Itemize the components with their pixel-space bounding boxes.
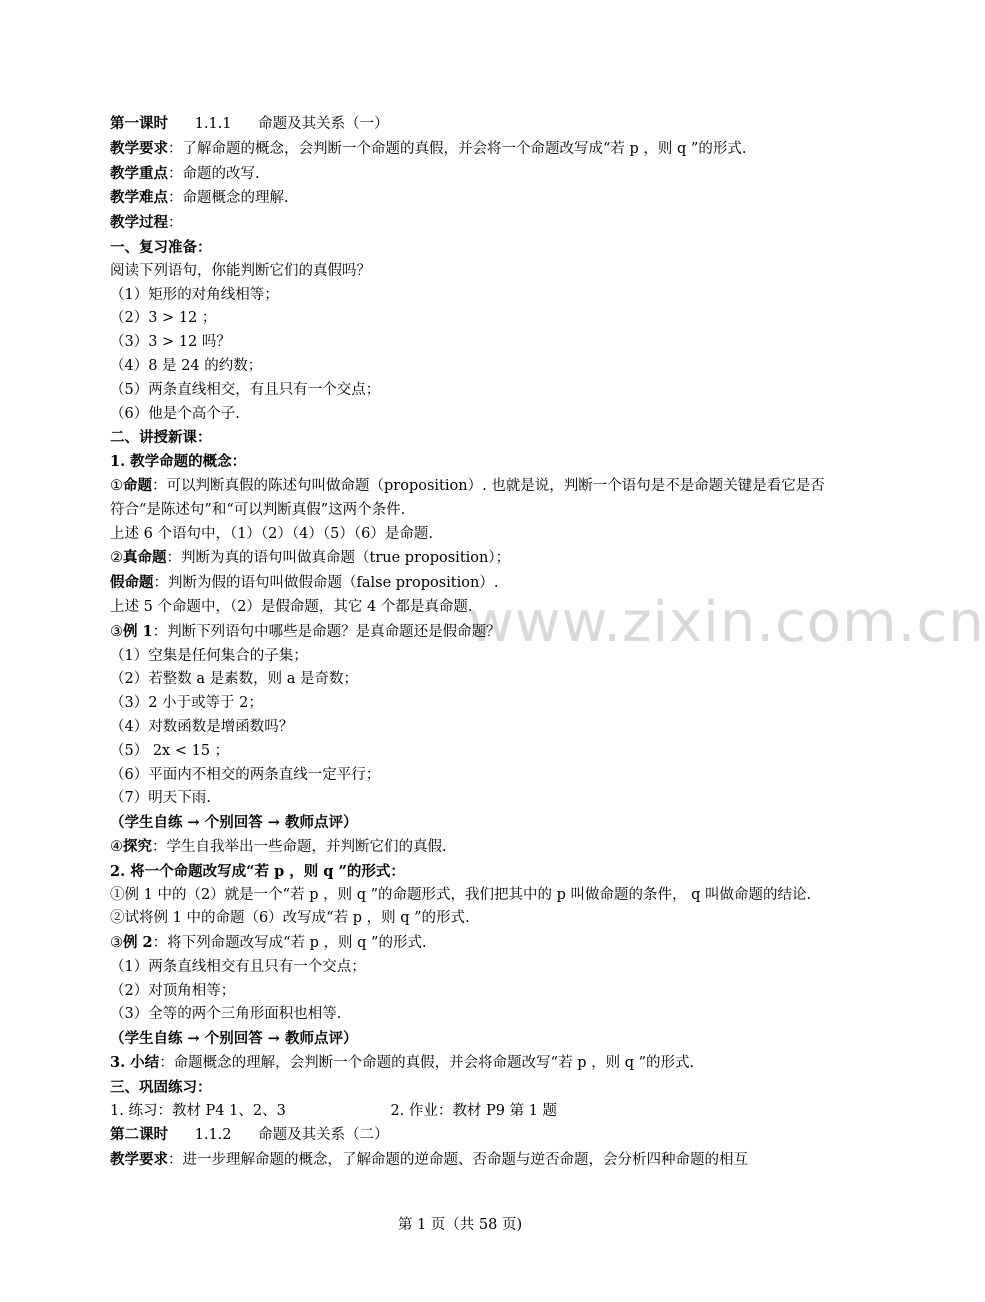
example2-item: （3）全等的两个三角形面积也相等. — [110, 1006, 342, 1023]
section1-intro: 阅读下列语句，你能判断它们的真假吗？ — [110, 262, 371, 279]
conversion-paragraph-1: ①例 1 中的（2）就是一个“若 p ，则 q ”的命题形式，我们把其中的 p 叫做命题的条件， q 叫做命题的结论. — [110, 886, 812, 903]
review-item: （6）他是个高个子. — [110, 405, 240, 422]
true-proposition-definition: ②真命题：判断为真的语句叫做真命题（true proposition）； — [110, 549, 511, 567]
review-item: （3）3 > 12 吗？ — [110, 334, 231, 351]
homework-text: 2. 作业：教材 P9 第 1 题 — [390, 1102, 558, 1119]
example1-item: （5） 2x < 15 ； — [110, 742, 230, 759]
lesson1-number: 1.1.1 — [194, 116, 232, 132]
example1-item: （3）2 小于或等于 2； — [110, 695, 263, 712]
flow-note: （学生自练 → 个别回答 → 教师点评） — [110, 1030, 358, 1048]
example2-heading: ③例 2：将下列命题改写成“若 p ，则 q ”的形式. — [110, 934, 427, 952]
lesson2-heading — [110, 1123, 830, 1148]
section2-title: 二、讲授新课： — [110, 429, 212, 447]
practice-line — [110, 1100, 830, 1124]
summary-paragraph: 3. 小结：命题概念的理解，会判断一个命题的真假，并会将命题改写“若 p ，则 q ”的形式. — [110, 1054, 695, 1072]
proposition-definition: ①命题：可以判断真假的陈述句叫做命题（proposition）. 也就是说，判断一个语句是不是命题关键是看它是否符合“是陈述句”和“可以判断真假”这两个条件. — [110, 476, 825, 518]
example1-item: （6）平面内不相交的两条直线一定平行； — [110, 766, 381, 783]
false-proposition-note: 上述 5 个命题中，（2）是假命题，其它 4 个都是真命题. — [110, 598, 473, 615]
flow-note: （学生自练 → 个别回答 → 教师点评） — [110, 814, 358, 832]
review-item: （2）3 > 12 ； — [110, 310, 217, 327]
lesson2-number: 1.1.2 — [194, 1127, 232, 1144]
example1-item: （2）若整数 a 是素数，则 a 是奇数； — [110, 671, 358, 688]
teaching-key-points: 教学重点：命题的改写. — [110, 164, 260, 182]
example2-item: （1）两条直线相交有且只有一个交点； — [110, 958, 366, 975]
example1-item: （7）明天下雨. — [110, 790, 211, 807]
lesson2-requirements: 教学要求：进一步理解命题的概念，了解命题的逆命题、否命题与逆否命题，会分析四种命题的相互 — [110, 1151, 748, 1169]
example2-item: （2）对顶角相等； — [110, 982, 236, 999]
example1-heading: ③例 1：判断下列语句中哪些是命题？是真命题还是假命题？ — [110, 622, 501, 640]
lesson1-label: 第一课时 — [110, 115, 168, 132]
lesson2-label: 第二课时 — [110, 1126, 168, 1144]
page-footer: 第 1 页（共 58 页) — [397, 1217, 523, 1233]
teaching-requirements: 教学要求：了解命题的概念，会判断一个命题的真假，并会将一个命题改写成“若 p ，则 q ”的形式. — [110, 139, 747, 157]
example1-item: （4）对数函数是增函数吗？ — [110, 718, 294, 735]
lesson2-title: 命题及其关系（二） — [258, 1127, 389, 1144]
subsection2-title: 2. 将一个命题改写成“若 p ，则 q ”的形式： — [110, 862, 405, 880]
teaching-difficulties: 教学难点：命题概念的理解. — [110, 189, 289, 207]
teaching-process: 教学过程： — [110, 214, 183, 232]
explore-paragraph: ④探究：学生自我举出一些命题，并判断它们的真假. — [110, 837, 447, 855]
review-item: （4）8 是 24 的约数； — [110, 357, 263, 374]
lesson1-heading — [110, 112, 830, 137]
false-proposition-definition: 假命题：判断为假的语句叫做假命题（false proposition）. — [110, 574, 499, 592]
watermark: www.zixin.com.cn — [468, 590, 985, 655]
conversion-paragraph-2: ②试将例 1 中的命题（6）改写成“若 p ，则 q ”的形式. — [110, 910, 470, 927]
page-content — [110, 112, 830, 1173]
subsection1-title: 1. 教学命题的概念： — [110, 453, 247, 471]
practice-text: 1. 练习：教材 P4 1、2、3 — [110, 1102, 286, 1119]
lesson1-title: 命题及其关系（一） — [258, 116, 389, 132]
review-item: （1）矩形的对角线相等； — [110, 286, 279, 303]
review-item: （5）两条直线相交，有且只有一个交点； — [110, 381, 381, 398]
section3-title: 三、巩固练习： — [110, 1078, 212, 1096]
proposition-note: 上述 6 个语句中，（1）（2）（4）（5）（6）是命题. — [110, 525, 433, 542]
section1-title: 一、复习准备： — [110, 238, 212, 256]
example1-item: （1）空集是任何集合的子集； — [110, 647, 308, 664]
